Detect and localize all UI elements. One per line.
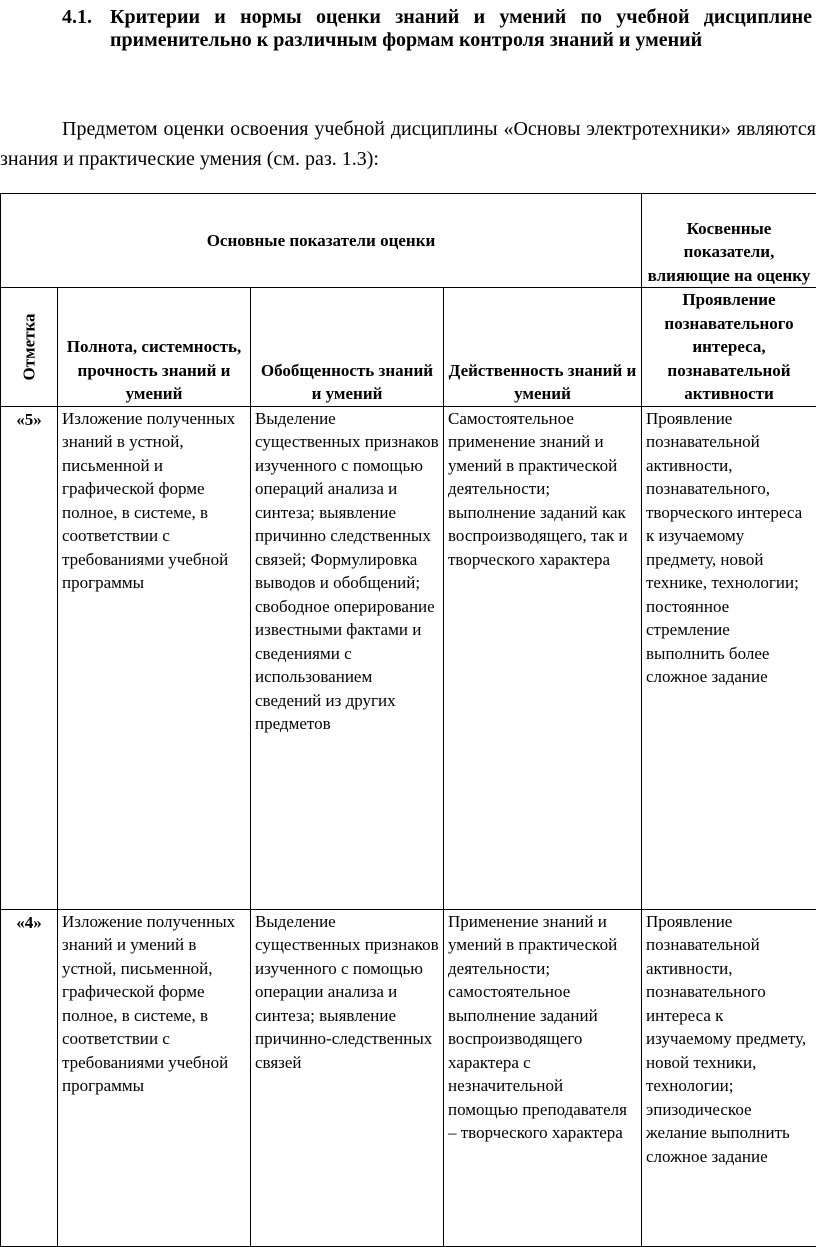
row-mark: «4» bbox=[1, 909, 58, 1246]
row-cell-interest: Проявление познавательной активности, познавательного интереса к изучаемому предмету, новой техники, технологии; эпизодическое желание выполнить сложное задание bbox=[642, 909, 816, 1246]
section-title: Критерии и нормы оценки знаний и умений по учебной дисциплине применительно к различным формам контроля знаний и умений bbox=[110, 6, 812, 52]
row-cell-generalization: Выделение существенных признаков изученного с помощью операций анализа и синтеза; выявление причинно следственных связей; Формулировка выводов и обобщений; свободное оперирование известными фактами и сведениями с использованием сведений из других предметов bbox=[251, 406, 444, 909]
table-row bbox=[1, 909, 816, 1246]
header-col-generalization: Обобщенность знаний и умений bbox=[251, 288, 444, 407]
intro-paragraph: Предметом оценки освоения учебной дисциплины «Основы электротехники» являются знания и практические умения (см. раз. 1.3): bbox=[0, 114, 816, 174]
row-cell-effectiveness: Самостоятельное применение знаний и умений в практической деятельности; выполнение заданий как воспроизводящего, так и творческого характера bbox=[444, 406, 642, 909]
table-header-row-columns bbox=[1, 288, 816, 407]
row-cell-effectiveness: Применение знаний и умений в практической деятельности; самостоятельное выполнение заданий воспроизводящего характера с незначительной помощью преподавателя – творческого характера bbox=[444, 909, 642, 1246]
table-row bbox=[1, 406, 816, 909]
row-cell-generalization: Выделение существенных признаков изученного с помощью операции анализа и синтеза; выявление причинно-следственных связей bbox=[251, 909, 444, 1246]
header-mark: Отметка bbox=[17, 313, 41, 380]
section-number: 4.1. bbox=[62, 6, 92, 29]
header-indirect-indicators: Косвенные показатели, влияющие на оценку bbox=[642, 194, 816, 288]
row-cell-completeness: Изложение полученных знаний в устной, письменной и графической форме полное, в системе, в соответствии с требованиями учебной программы bbox=[58, 406, 251, 909]
row-mark: «5» bbox=[1, 406, 58, 909]
row-cell-interest: Проявление познавательной активности, познавательного, творческого интереса к изучаемому предмету, новой технике, технологии; постоянное стремление выполнить более сложное задание bbox=[642, 406, 816, 909]
table-header-row-groups bbox=[1, 194, 816, 288]
header-col-completeness: Полнота, системность, прочность знаний и умений bbox=[58, 288, 251, 407]
header-mark-cell bbox=[1, 288, 58, 407]
header-col-interest: Проявление познавательного интереса, познавательной активности bbox=[642, 288, 816, 407]
row-cell-completeness: Изложение полученных знаний и умений в устной, письменной, графической форме полное, в системе, в соответствии с требованиями учебной программы bbox=[58, 909, 251, 1246]
header-col-effectiveness: Действенность знаний и умений bbox=[444, 288, 642, 407]
assessment-criteria-table bbox=[0, 193, 816, 1247]
header-main-indicators: Основные показатели оценки bbox=[1, 194, 642, 288]
